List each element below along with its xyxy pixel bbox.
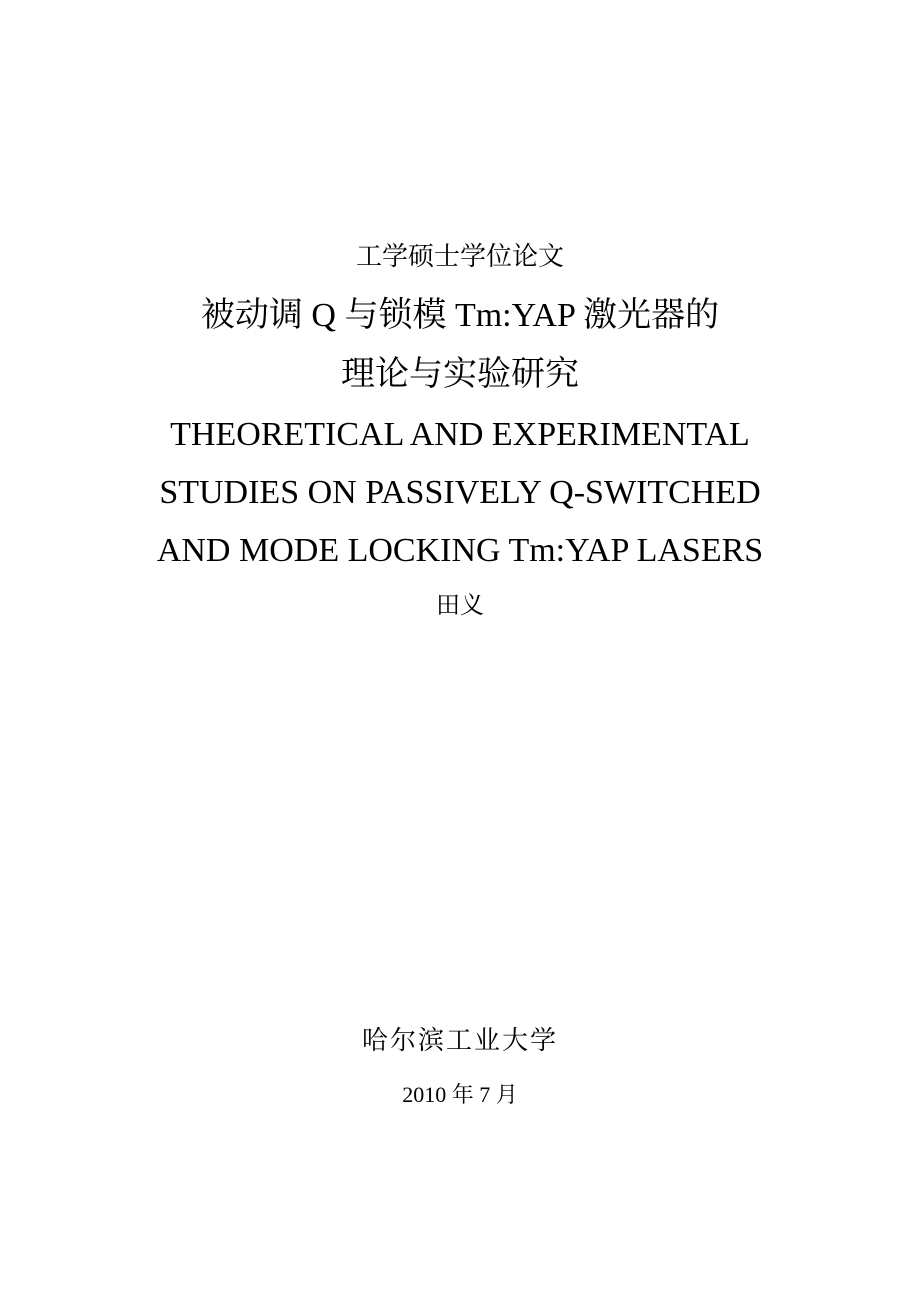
english-title-line-1: THEORETICAL AND EXPERIMENTAL: [170, 416, 750, 453]
author-name: 田义: [436, 593, 484, 619]
chinese-title-line-1: 被动调 Q 与锁模 Tm:YAP 激光器的: [200, 297, 720, 334]
english-title-line-3: AND MODE LOCKING Tm:YAP LASERS: [156, 532, 764, 569]
submission-date: 2010 年 7 月: [402, 1082, 518, 1107]
english-title-line-2: STUDIES ON PASSIVELY Q-SWITCHED: [159, 474, 761, 511]
chinese-title-line-2: 理论与实验研究: [341, 356, 579, 393]
degree-type: 工学硕士学位论文: [355, 242, 564, 271]
university-name: 哈尔滨工业大学: [361, 1026, 558, 1056]
